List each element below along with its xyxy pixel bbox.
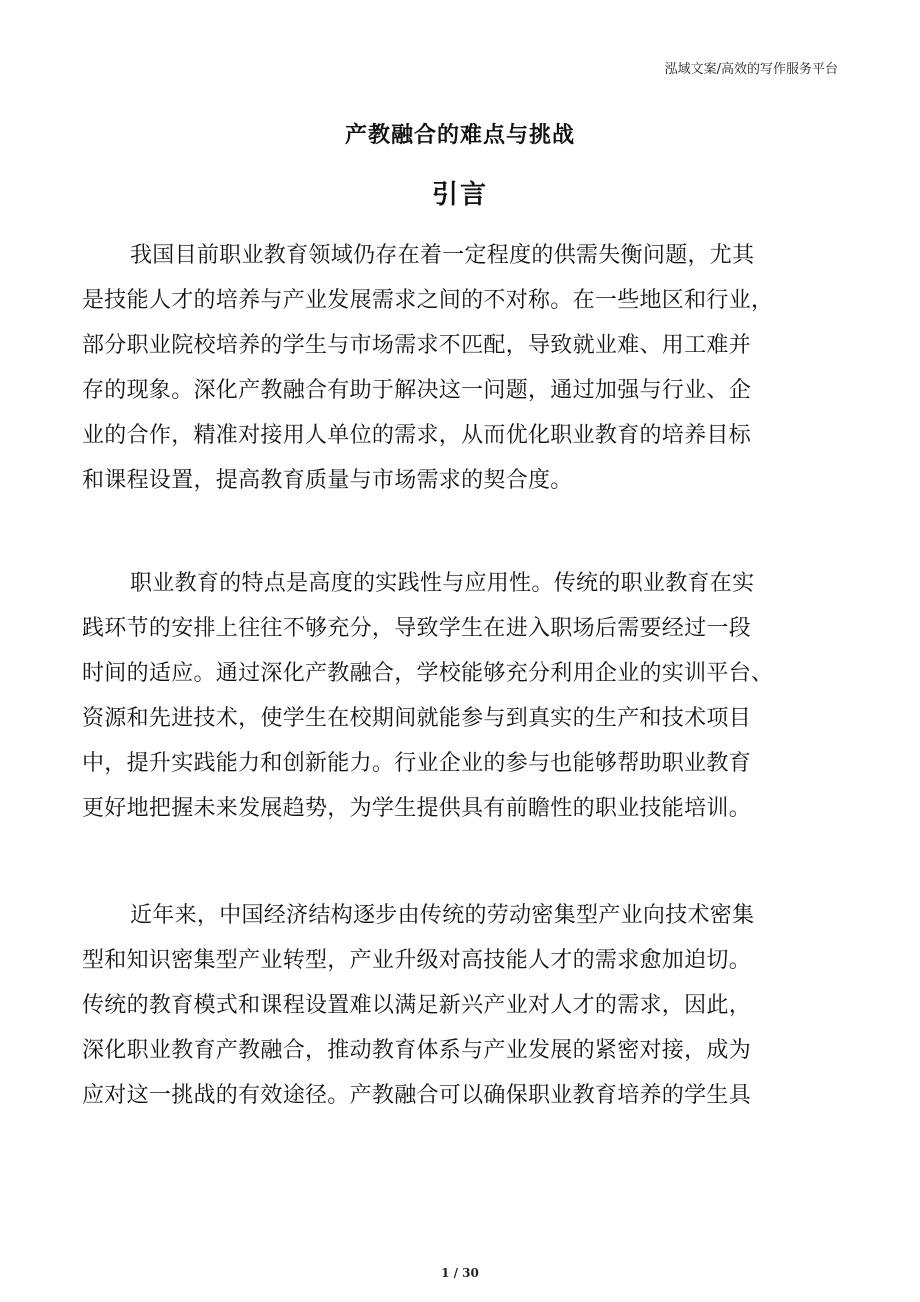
paragraph-2 <box>82 561 842 831</box>
document-title: 产教融合的难点与挑战 <box>344 123 575 148</box>
paragraph-line: 和课程设置，提高教育质量与市场需求的契合度。 <box>82 468 573 493</box>
paragraph-line: 践环节的安排上往往不够充分，导致学生在进入职场后需要经过一段 <box>82 616 752 641</box>
paragraph-line: 型和知识密集型产业转型，产业升级对高技能人才的需求愈加迫切。 <box>82 948 752 973</box>
paragraph-line: 资源和先进技术，使学生在校期间就能参与到真实的生产和技术项目 <box>82 706 752 731</box>
page-number: 1 / 30 <box>441 1266 479 1280</box>
paragraph-line: 我国目前职业教育领域仍存在着一定程度的供需失衡问题，尤其 <box>130 243 755 268</box>
paragraph-line: 时间的适应。通过深化产教融合，学校能够充分利用企业的实训平台、 <box>82 661 774 686</box>
header-brand: 泓域文案/高效的写作服务平台 <box>664 62 838 77</box>
paragraph-3 <box>82 893 842 1118</box>
paragraph-line: 存的现象。深化产教融合有助于解决这一问题，通过加强与行业、企 <box>82 378 752 403</box>
paragraph-line: 深化职业教育产教融合，推动教育体系与产业发展的紧密对接，成为 <box>82 1038 752 1063</box>
paragraph-line: 部分职业院校培养的学生与市场需求不匹配，导致就业难、用工难并 <box>82 333 752 358</box>
paragraph-line: 业的合作，精准对接用人单位的需求，从而优化职业教育的培养目标 <box>82 423 752 448</box>
paragraph-1 <box>82 233 842 503</box>
paragraph-line: 应对这一挑战的有效途径。产教融合可以确保职业教育培养的学生具 <box>82 1083 752 1108</box>
paragraph-line: 传统的教育模式和课程设置难以满足新兴产业对人才的需求，因此， <box>82 993 752 1018</box>
paragraph-line: 是技能人才的培养与产业发展需求之间的不对称。在一些地区和行业， <box>82 288 774 313</box>
paragraph-line: 中，提升实践能力和创新能力。行业企业的参与也能够帮助职业教育 <box>82 751 752 776</box>
section-heading: 引言 <box>431 180 488 210</box>
paragraph-line: 更好地把握未来发展趋势，为学生提供具有前瞻性的职业技能培训。 <box>82 796 752 821</box>
paragraph-line: 近年来，中国经济结构逐步由传统的劳动密集型产业向技术密集 <box>130 903 755 928</box>
paragraph-line: 职业教育的特点是高度的实践性与应用性。传统的职业教育在实 <box>130 571 755 596</box>
